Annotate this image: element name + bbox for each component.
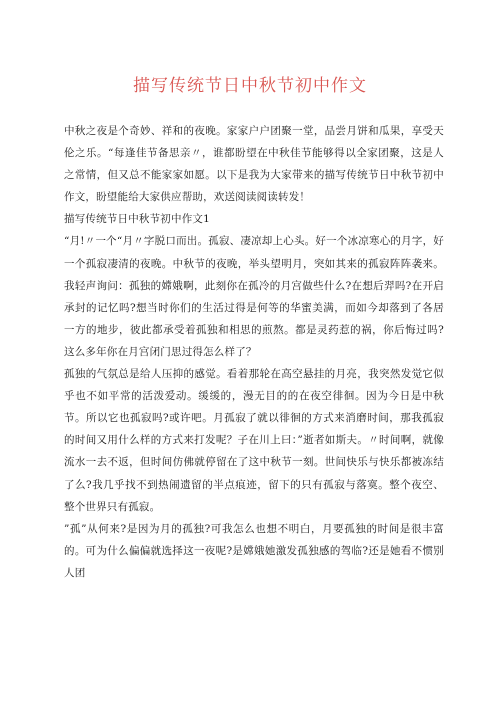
intro-paragraph: 中秋之夜是个奇妙、祥和的夜晚。家家户户团聚一堂，品尝月饼和瓜果，享受天伦之乐。“每逢佳节备思亲〃，谁都盼望在中秋佳节能够得以全家团聚，这是人之常情，但又总不能家家如愿。以下是我为大家带来的描写传统节日中秋节初中作文，盼望能给大家供应帮助，欢送阅读阅读转发！ (64, 125, 444, 204)
body-paragraph: “月!〃一个“月〃字脱口而出。孤寂、凄凉却上心头。好一个冰凉寒心的月字，好一个孤寂凄清的夜晚。中秋节的夜晚，举头望明月，突如其来的孤寂阵阵袭来。我轻声询问：孤独的嫦娥啊，此刻你在孤冷的月宫做些什么?在想后羿吗?在开启承封的记忆吗?想当时你们的生活过得是何等的华蜜美满，而如今却落到了各居一方的地步，彼此都承受着孤独和相思的煎熬。都是灵药惹的祸，你后悔过吗?这么多年你在月宫闭门思过得怎么样了？ (64, 235, 444, 358)
body-paragraph: 孤独的气氛总是给人压抑的感觉。看着那轮在高空悬挂的月亮，我突然发觉它似乎也不如平常的活泼爱动。缓缓的，漫无目的的在夜空徘徊。因为今日是中秋节。所以它也孤寂吗?或许吧。月孤寂了就以徘徊的方式来消磨时间，那我孤寂的时间又用什么样的方式来打发呢？子在川上曰：”逝者如斯夫。〃时间啊，就像流水一去不返，但时间仿佛就停留在了这中秋节一刻。世间快乐与快乐都被冻结了么?我几乎找不到热闹遗留的半点痕迹，留下的只有孤寂与落寞。整个夜空、整个世界只有孤寂。 (64, 368, 444, 513)
document-body (64, 120, 444, 584)
section-heading: 描写传统节日中秋节初中作文1 (64, 213, 210, 226)
document-title: 描写传统节日中秋节初中作文 (133, 76, 367, 96)
body-paragraph: ”孤”从何来?是因为月的孤独?可我怎么也想不明白，月要孤独的时间是很丰富的。可为什么偏偏就选择这一夜呢?是嫦娥她激发孤独感的驾临?还是她看不惯别人团 (64, 522, 444, 579)
